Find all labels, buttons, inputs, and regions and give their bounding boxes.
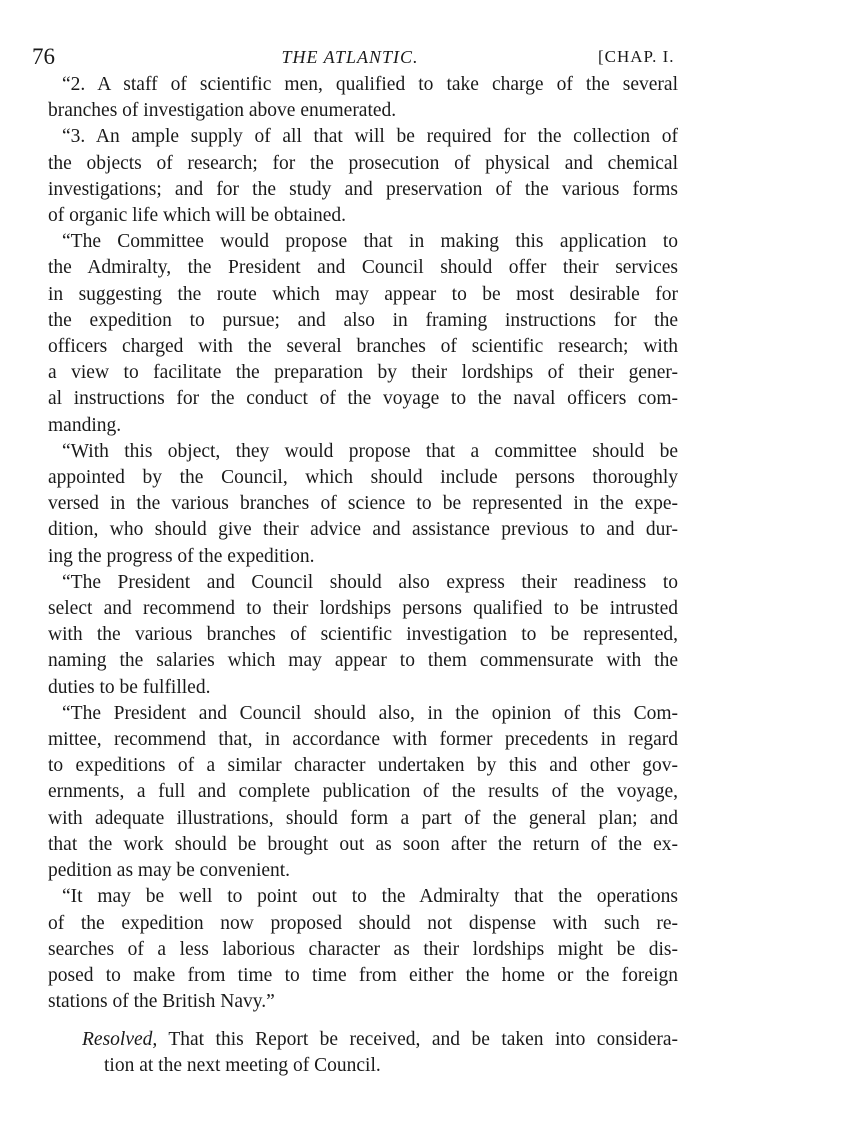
text-line: the objects of research; for the prosecution of physical and chemical [48,152,678,174]
text-line: “The Committee would propose that in making this application to [62,231,678,253]
text-line: manding. [48,414,122,436]
text-line: “The President and Council should also express their readiness to [62,571,678,593]
resolution-text: That this Report be received, and be taken into considera- [157,1029,678,1050]
paragraph [48,124,678,229]
text-line: “2. A staff of scientific men, qualified to take charge of the several [62,74,678,95]
text-line: dition, who should give their advice and assistance previous to and dur- [48,519,678,541]
resolution-line-1 [82,1027,678,1053]
text-line: al instructions for the conduct of the voyage to the naval officers com- [48,388,678,410]
paragraph [48,570,678,701]
text-line: investigations; and for the study and preservation of the various forms [48,178,678,200]
text-line: of organic life which will be obtained. [48,205,347,227]
text-line: appointed by the Council, which should include persons thoroughly [48,467,678,489]
text-line: ing the progress of the expedition. [48,545,315,567]
resolution [82,1027,678,1079]
text-line: select and recommend to their lordships persons qualified to be intrusted [48,598,678,620]
text-line: “The President and Council should also, in the opinion of this Com- [62,702,678,724]
paragraph [48,229,678,439]
text-line: posed to make from time to time from either the home or the foreign [48,964,678,986]
text-line: versed in the various branches of science to be represented in the expe- [48,493,678,515]
text-line: that the work should be brought out as soon after the return of the ex- [48,833,678,855]
paragraph [48,884,678,1015]
resolution-line-2: tion at the next meeting of Council. [104,1055,381,1077]
text-line: with adequate illustrations, should form a part of the general plan; and [48,807,678,829]
text-line: the Admiralty, the President and Council should offer their services [48,257,678,279]
body-text [48,72,678,1015]
resolved-label: Resolved, [82,1029,158,1050]
page-number: 76 [32,44,55,69]
text-line: “It may be well to point out to the Admiralty that the operations [62,886,678,908]
text-line: “With this object, they would propose that a committee should be [62,440,678,462]
text-line: the expedition to pursue; and also in framing instructions for the [48,309,678,331]
text-line: branches of investigation above enumerated. [48,100,397,122]
paragraph [48,72,678,124]
text-line: of the expedition now proposed should not dispense with such re- [48,912,678,934]
text-line: “3. An ample supply of all that will be required for the collection of [62,126,678,148]
text-line: naming the salaries which may appear to them commensurate with the [48,650,678,672]
text-line: stations of the British Navy.” [48,991,275,1013]
text-line: to expeditions of a similar character undertaken by this and other gov- [48,755,678,777]
text-line: pedition as may be convenient. [48,860,291,882]
paragraph [48,439,678,570]
chapter-label: [CHAP. I. [598,47,675,66]
text-line: officers charged with the several branches of scientific research; with [48,336,678,358]
text-line: in suggesting the route which may appear to be most desirable for [48,283,678,305]
running-title: THE ATLANTIC. [281,47,419,67]
text-line: with the various branches of scientific investigation to be represented, [48,624,678,646]
paragraph [48,701,678,884]
text-line: mittee, recommend that, in accordance with former precedents in regard [48,729,678,751]
text-line: searches of a less laborious character as their lordships might be dis- [48,938,678,960]
text-line: ernments, a full and complete publication of the results of the voyage, [48,781,678,803]
text-line: a view to facilitate the preparation by their lordships of their gener- [48,362,678,384]
text-line: duties to be fulfilled. [48,676,211,698]
